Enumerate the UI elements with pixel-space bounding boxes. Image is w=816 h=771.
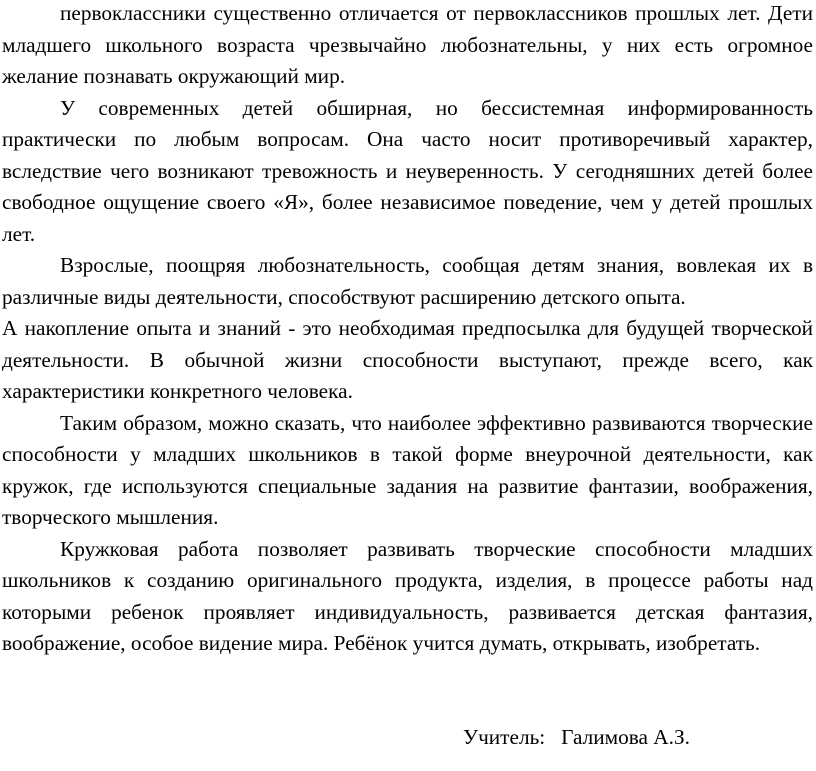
teacher-signature: Учитель: Галимова А.З.	[463, 725, 690, 749]
paragraph-modern-children: У современных детей обширная, но бессистемная информированность практически по любым вопросам. Она часто носит противоречивый характер, вследствие чего возникают тревожность и неуверенность. У сегодняшних детей более свободное ощущение своего «Я», более независимое поведение, чем у детей прошлых лет.	[2, 95, 813, 246]
paragraph-club-work: Кружковая работа позволяет развивать творческие способности младших школьников к созданию оригинального продукта, изделия, в процессе работы над которыми ребенок проявляет индивидуальность, развивается детская фантазия, воображение, особое видение мира. Ребёнок учится думать, открывать, изобретать.	[2, 536, 813, 655]
paragraph-experience: А накопление опыта и знаний - это необходимая предпосылка для будущей творческой деятельности. В обычной жизни способности выступают, прежде всего, как характеристики конкретного человека.	[2, 316, 813, 403]
paragraph-continuation: первоклассники существенно отличается от первоклассников прошлых лет. Дети младшего школьного возраста чрезвычайно любознательны, у них есть огромное желание познавать окружающий мир.	[2, 1, 813, 88]
paragraph-conclusion: Таким образом, можно сказать, что наиболее эффективно развиваются творческие способности у младших школьников в такой форме внеурочной деятельности, как кружок, где используются специальные задания на развитие фантазии, воображения, творческого мышления.	[2, 410, 813, 529]
paragraph-adults: Взрослые, поощряя любознательность, сообщая детям знания, вовлекая их в различные виды деятельности, способствуют расширению детского опыта.	[2, 253, 813, 309]
